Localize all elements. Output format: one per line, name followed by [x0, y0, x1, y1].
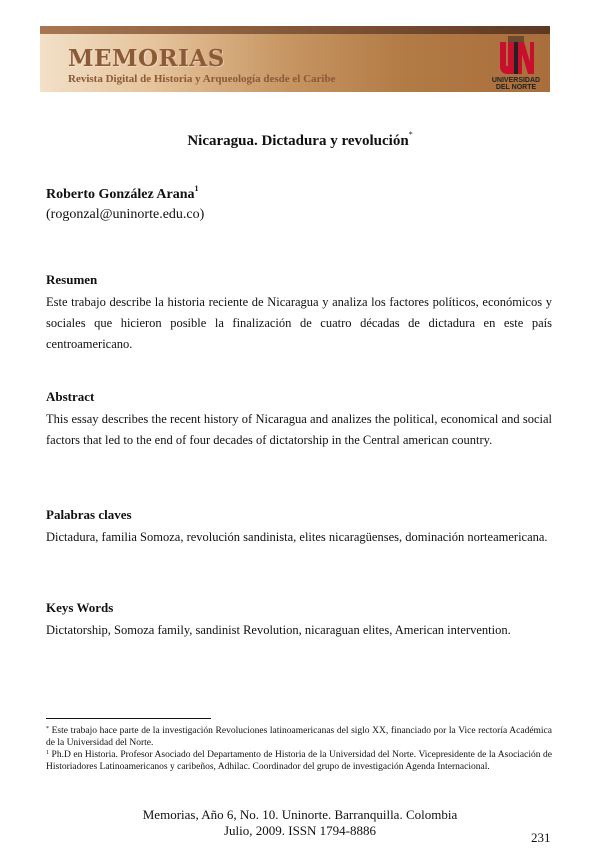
section-heading: Resumen — [46, 272, 98, 287]
title-footnote-mark: * — [408, 130, 413, 139]
article-title-text: Nicaragua. Dictadura y revolución — [187, 133, 409, 149]
journal-header-banner — [40, 26, 550, 92]
section-heading: Palabras claves — [46, 507, 132, 522]
journal-title: MEMORIAS — [68, 45, 225, 72]
footnote-mark: * — [46, 726, 49, 732]
footnotes — [46, 725, 552, 773]
publication-info — [0, 807, 600, 839]
section-abstract — [46, 389, 552, 451]
logo-text-line1: UNIVERSIDAD — [491, 77, 541, 84]
banner-top-stripe — [40, 26, 550, 34]
publication-info-line2: Julio, 2009. ISSN 1794-8886 — [223, 823, 377, 838]
section-resumen — [46, 272, 552, 355]
author-name-text: Roberto González Arana — [46, 187, 195, 202]
footnote — [46, 725, 552, 749]
publication-info-line1: Memorias, Año 6, No. 10. Uninorte. Barranquilla. Colombia — [142, 807, 458, 822]
section-heading: Abstract — [46, 389, 95, 404]
footnote-divider — [46, 718, 211, 719]
logo-text-line2: DEL NORTE — [495, 84, 537, 91]
author-email: (rogonzal@uninorte.edu.co) — [46, 207, 205, 222]
footnote-text: Este trabajo hace parte de la investigación Revoluciones latinoamericanas del siglo XX, financiado por la Vice rectoría Académica de la Universidad del Norte. — [46, 726, 552, 748]
uninorte-logo — [486, 36, 546, 92]
author-name — [46, 184, 199, 203]
section-body: Dictatorship, Somoza family, sandinist Revolution, nicaraguan elites, American intervention. — [46, 623, 511, 637]
footnote-text: Ph.D en Historia. Profesor Asociado del Departamento de Historia de la Universidad del Norte. Vicepresidente de la Asociación de Historiadores Latinoamericanos y caribeños, Adhilac. Coordinador del grupo de investigación Agenda Internacional. — [46, 750, 552, 772]
journal-subtitle: Revista Digital de Historia y Arqueología desde el Caribe — [68, 73, 336, 85]
page-number: 231 — [531, 830, 551, 845]
section-palabras-claves — [46, 507, 552, 548]
footnote — [46, 749, 552, 773]
footnote-mark: 1 — [46, 750, 49, 756]
article-title — [0, 130, 600, 150]
section-body: Dictadura, familia Somoza, revolución sandinista, elites nicaragüenses, dominación norteamericana. — [46, 530, 548, 544]
section-heading: Keys Words — [46, 600, 114, 615]
section-keywords — [46, 600, 552, 641]
section-body: Este trabajo describe la historia reciente de Nicaragua y analiza los factores políticos, económicos y sociales que hicieron posible la finalización de cuatro décadas de dictadura en este país centroamericano. — [46, 295, 552, 351]
un-logo-mark-icon — [486, 36, 546, 76]
section-body: This essay describes the recent history of Nicaragua and analizes the political, economical and social factors that led to the end of four decades of dictatorship in the Central american country. — [46, 412, 552, 447]
author-footnote-mark: 1 — [194, 184, 199, 193]
